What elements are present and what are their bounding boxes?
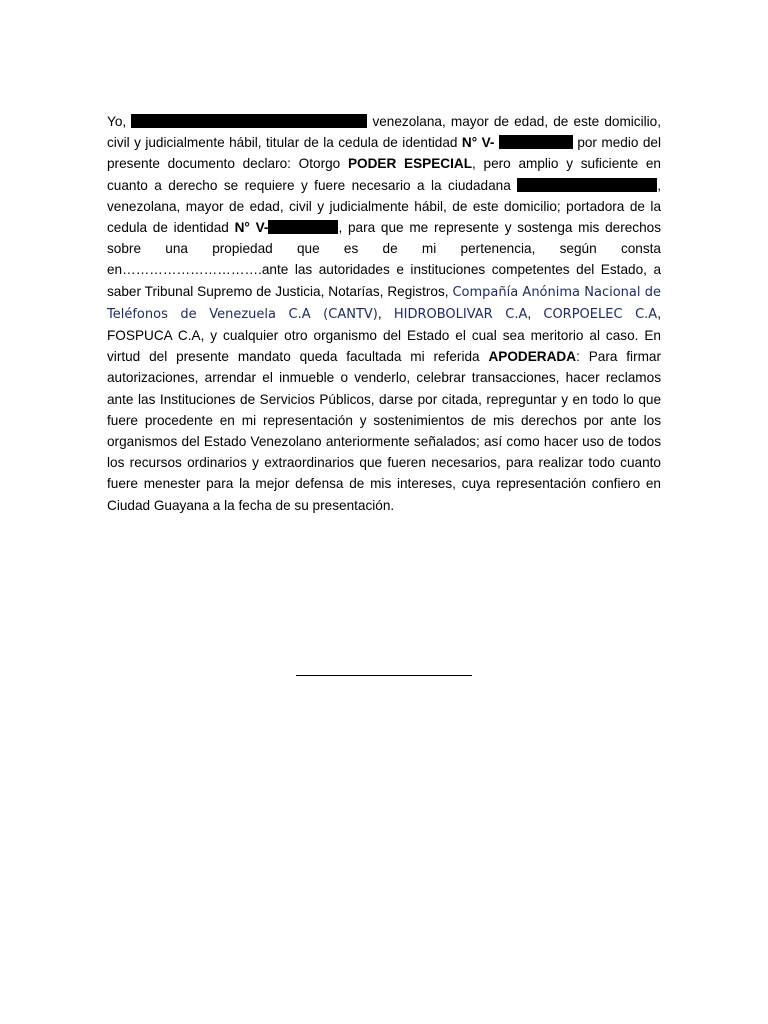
text-grant-scope: , pero amplio y suficiente en cuanto a derecho se requiere y fuere necesario a la ciudadana (107, 156, 661, 193)
text-other-organisms: , FOSPUCA C.A, y cualquier otro organismo del Estado el cual sea meritorio al caso. En virtud del presente mandato queda facultada mi referida (107, 305, 661, 365)
id-label-1: N° V- (461, 135, 495, 151)
text-declaration: por medio del presente documento declaro: Otorgo (107, 135, 661, 172)
org-corpoelec: CORPOELEC C.A (543, 306, 658, 322)
text-attorney-details: , venezolana, mayor de edad, civil y judicialmente hábil, de este domicilio; portadora de la cedula de identidad (107, 177, 661, 236)
redacted-attorney-id (268, 220, 338, 234)
text-intro: Yo, (107, 114, 132, 129)
redacted-grantor-name (131, 114, 367, 128)
redacted-attorney-name (517, 178, 657, 192)
power-of-attorney-text (107, 111, 661, 516)
signature-line (296, 675, 472, 676)
text-grantor-details: venezolana, mayor de edad, de este domicilio, civil y judicialmente hábil, titular de la cedula de identidad (107, 114, 661, 151)
apoderada-label: APODERADA (488, 349, 577, 365)
redacted-grantor-id (499, 135, 573, 149)
separator-1: , (377, 305, 394, 321)
org-hidrobolivar: HIDROBOLIVAR C.A (393, 306, 528, 322)
separator-2: , (527, 305, 544, 321)
id-label-2: N° V- (234, 220, 269, 236)
text-representation: , para que me represente y sostenga mis derechos sobre una propiedad que es de mi pertenencia, según consta en………………………….ante las autoridades e instituciones competentes del Estado, a saber Tribunal Supremo de Justicia, Notarías, Registros, (107, 220, 661, 299)
org-cantv: Compañía Anónima Nacional de Teléfonos de Venezuela C.A (CANTV) (107, 284, 661, 322)
text-faculties: : Para firmar autorizaciones, arrendar el inmueble o venderlo, celebrar transacciones, hacer reclamos ante las Instituciones de Servicios Públicos, darse por citada, repreguntar y en todo lo que fuere procedente en mi representación y sostenimientos de mis derechos por ante los organismos del Estado Venezolano anteriormente señalados; así como hacer uso de todos los recursos ordinarios y extraordinarios que fueren necesarios, para realizar todo cuanto fuere menester para la mejor defensa de mis intereses, cuya representación confiero en Ciudad Guayana a la fecha de su presentación. (107, 349, 662, 513)
poder-especial-label: PODER ESPECIAL (347, 156, 473, 172)
